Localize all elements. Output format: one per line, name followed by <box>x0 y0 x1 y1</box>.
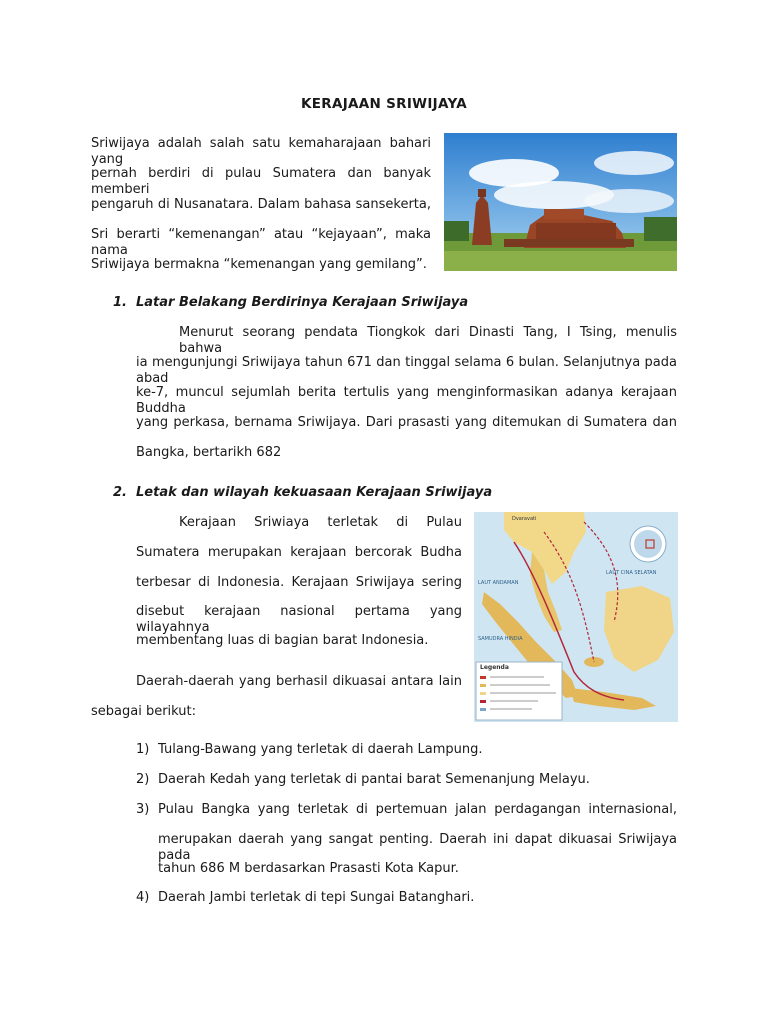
section-2-line: terbesar di Indonesia. Kerajaan Sriwijaya sering <box>136 575 462 590</box>
section-2-line: Sumatera merupakan kerajaan bercorak Budha <box>136 545 462 560</box>
list-item: Daerah Jambi terletak di tepi Sungai Batanghari. <box>158 890 475 905</box>
list-number: 3) <box>136 802 150 817</box>
section-2-line: disebut kerajaan nasional pertama yang wilayahnya <box>136 604 462 635</box>
section-2-number: 2. <box>113 485 127 500</box>
map-label-left-sea: LAUT ANDAMAN <box>478 580 519 586</box>
map-label-top: Dvaravati <box>512 516 537 522</box>
section-1-number: 1. <box>113 295 127 310</box>
list-item: tahun 686 M berdasarkan Prasasti Kota Kapur. <box>158 861 459 876</box>
map-legend-title: Legenda <box>480 664 509 671</box>
regions-intro-line: Daerah-daerah yang berhasil dikuasai antara lain <box>136 674 462 689</box>
section-1-line: Menurut seorang pendata Tiongkok dari Dinasti Tang, I Tsing, menulis bahwa <box>179 325 677 356</box>
list-number: 1) <box>136 742 150 757</box>
page-title: KERAJAAN SRIWIJAYA <box>300 96 467 112</box>
list-item: Pulau Bangka yang terletak di pertemuan jalan perdagangan internasional, <box>158 802 677 817</box>
section-1-line: ke-7, muncul sejumlah berita tertulis yang menginformasikan adanya kerajaan Buddha <box>136 385 677 416</box>
section-1-line: Bangka, bertarikh 682 <box>136 445 282 460</box>
intro-line: pernah berdiri di pulau Sumatera dan banyak memberi <box>91 166 431 197</box>
list-item: Daerah Kedah yang terletak di pantai barat Semenanjung Melayu. <box>158 772 590 787</box>
section-2-line: Kerajaan Sriwiaya terletak di Pulau <box>179 515 462 530</box>
list-number: 2) <box>136 772 150 787</box>
temple-photo <box>444 133 677 271</box>
sriwijaya-map <box>474 512 678 722</box>
section-2-heading: Letak dan wilayah kekuasaan Kerajaan Sriwijaya <box>136 485 493 500</box>
section-1-line: yang perkasa, bernama Sriwijaya. Dari prasasti yang ditemukan di Sumatera dan <box>136 415 677 430</box>
intro-line: pengaruh di Nusanatara. Dalam bahasa sansekerta, <box>91 197 431 212</box>
section-2-line: membentang luas di bagian barat Indonesia. <box>136 633 429 648</box>
map-label-ocean: SAMUDRA HINDIA <box>478 636 523 642</box>
section-1-line: ia mengunjungi Sriwijaya tahun 671 dan tinggal selama 6 bulan. Selanjutnya pada abad <box>136 355 677 386</box>
map-label-right-sea: LAUT CINA SELATAN <box>606 570 657 576</box>
list-item: merupakan daerah yang sangat penting. Daerah ini dapat dikuasai Sriwijaya pada <box>158 832 677 863</box>
intro-line: Sriwijaya bermakna “kemenangan yang gemilang”. <box>91 257 427 272</box>
intro-line: Sri berarti “kemenangan” atau “kejayaan”, maka nama <box>91 227 431 258</box>
section-1-heading: Latar Belakang Berdirinya Kerajaan Sriwijaya <box>136 295 469 310</box>
list-number: 4) <box>136 890 150 905</box>
list-item: Tulang-Bawang yang terletak di daerah Lampung. <box>158 742 483 757</box>
regions-intro-line: sebagai berikut: <box>91 704 197 719</box>
intro-line: Sriwijaya adalah salah satu kemaharajaan bahari yang <box>91 136 431 167</box>
